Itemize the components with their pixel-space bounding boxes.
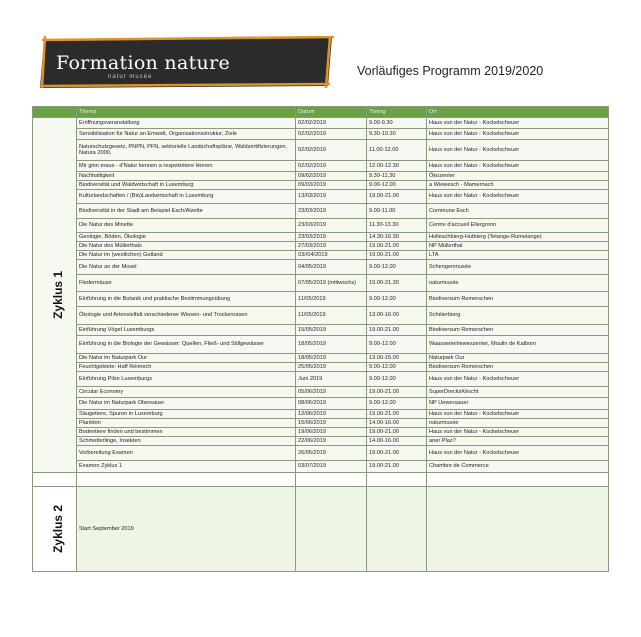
cell-timing: 13.00-16.00 bbox=[367, 307, 427, 325]
cell-datum: 09/03/2019 bbox=[296, 181, 367, 190]
formation-nature-logo bbox=[40, 36, 336, 88]
zyklus2-label: Zyklus 2 bbox=[51, 504, 66, 554]
cell-thema: Mir ginn eraus - d'Natur kennen a respektéiere léieren bbox=[77, 161, 296, 172]
cell-thema: Biodiversität und Waldwirtschaft in Luxemburg bbox=[77, 181, 296, 190]
cell-timing: 19.00-21.00 bbox=[367, 242, 427, 251]
cell-datum: 02/02/2019 bbox=[296, 129, 367, 140]
cell-datum: Juni 2019 bbox=[296, 372, 367, 387]
cell-timing: 9.00-12.00 bbox=[367, 372, 427, 387]
program-table bbox=[32, 106, 609, 572]
cell-datum: 27/03/2019 bbox=[296, 242, 367, 251]
cell-timing: 19.00-21.00 bbox=[367, 461, 427, 473]
cell-ort: a Wiewesch - Mamernach bbox=[427, 181, 609, 190]
cell-timing: 19.00-21.00 bbox=[367, 190, 427, 204]
cell-ort: Haus vun der Natur - Kockelscheuer bbox=[427, 446, 609, 461]
table-header-row bbox=[33, 107, 609, 118]
cell-ort: Centre d'accueil Ellergronn bbox=[427, 219, 609, 233]
cell-datum: 05/06/2019 bbox=[296, 387, 367, 398]
zyklus1-rows bbox=[33, 118, 609, 473]
cell-ort: Haus vun der Natur - Kockelscheuer bbox=[427, 410, 609, 419]
cell-datum: 11/05/2019 bbox=[296, 292, 367, 307]
cell-timing: 9.00-12.00 bbox=[367, 292, 427, 307]
cell-ort: Biodiversum Remerschen bbox=[427, 363, 609, 372]
cell-datum: 07/05/2019 (mittwochs) bbox=[296, 275, 367, 292]
header-datum: Datum bbox=[296, 107, 367, 118]
cell-timing: 12.00-12.30 bbox=[367, 161, 427, 172]
cell-timing: 9.00-12.00 bbox=[367, 363, 427, 372]
table-row bbox=[33, 419, 609, 428]
cell-thema: Eröffnungsveranstaltung bbox=[77, 118, 296, 129]
table-row bbox=[33, 190, 609, 204]
table-row bbox=[33, 325, 609, 336]
table-row bbox=[33, 354, 609, 363]
cell-datum: 22/06/2019 bbox=[296, 437, 367, 446]
table-row bbox=[33, 410, 609, 419]
cell-datum: 04/05/2019 bbox=[296, 260, 367, 275]
cell-ort: NP Müllerthal bbox=[427, 242, 609, 251]
cell-ort: naturmusée bbox=[427, 419, 609, 428]
zyklus2-cell bbox=[33, 487, 77, 572]
table-row bbox=[33, 161, 609, 172]
cell-datum: 26/06/2019 bbox=[296, 446, 367, 461]
table-row bbox=[33, 487, 609, 572]
table-row bbox=[33, 307, 609, 325]
cell-timing: 11.30-13.30 bbox=[367, 219, 427, 233]
table-row bbox=[33, 181, 609, 190]
cell-ort: Haus vun der Natur - Kockelscheuer bbox=[427, 428, 609, 437]
table-row bbox=[33, 242, 609, 251]
cell-ort: Commune Esch bbox=[427, 204, 609, 219]
cell-thema: Geologie, Böden, Ökologie bbox=[77, 233, 296, 242]
cell-ort: naturmusée bbox=[427, 275, 609, 292]
separator-row bbox=[33, 473, 609, 487]
cell-datum: 19/06/2019 bbox=[296, 428, 367, 437]
table-row bbox=[33, 129, 609, 140]
cell-datum: 03//04/2019 bbox=[296, 251, 367, 260]
cell-datum: 23/03/2019 bbox=[296, 233, 367, 242]
cell-ort: Haus vun der Natur - Kockelscheuer bbox=[427, 161, 609, 172]
cell-datum: 11/05/2019 bbox=[296, 307, 367, 325]
cell-thema: Ökologie und Artenvielfalt verschiedener Wiesen- und Trockenrasen bbox=[77, 307, 296, 325]
cell-thema: Bodentiere finden und bestimmen bbox=[77, 428, 296, 437]
logo-subtitle: natur musée bbox=[108, 74, 153, 80]
page-title: Vorläufiges Programm 2019/2020 bbox=[357, 64, 544, 78]
cell-thema: Vorbereitung Examen bbox=[77, 446, 296, 461]
cell-thema: Einführung in die Botanik und praktische Bestimmungsübung bbox=[77, 292, 296, 307]
cell-timing: 19.00-21.30 bbox=[367, 275, 427, 292]
cell-ort: Chambre de Commerce bbox=[427, 461, 609, 473]
cell-thema: Einführung Vögel Luxemburgs bbox=[77, 325, 296, 336]
cell-timing: 14.00-16.00 bbox=[367, 419, 427, 428]
cell-ort: SuperDrecksKëscht bbox=[427, 387, 609, 398]
table-row bbox=[33, 275, 609, 292]
cell-timing: 9.00-12.00 bbox=[367, 398, 427, 410]
table-row bbox=[33, 172, 609, 181]
cell-datum: 18/05/2019 bbox=[296, 354, 367, 363]
cell-thema: Einführung in die Biologie der Gewässer: Quellen, Fließ- und Stillgewässer bbox=[77, 336, 296, 354]
cell-ort: Waasserierlieweszenter, Moulin de Kalborn bbox=[427, 336, 609, 354]
table-row bbox=[33, 372, 609, 387]
cell-datum: 15/05/2019 bbox=[296, 325, 367, 336]
cell-timing: 9.00-12.00 bbox=[367, 181, 427, 190]
cell-datum: 02/02/2019 bbox=[296, 140, 367, 161]
cell-thema: Feuchtgebiete: Haff Réimech bbox=[77, 363, 296, 372]
cell-thema: Naturschutzgesetz, PNPN, PFN, sektorielle Landschaftspläne, Waldzertifizierungen, Natura 2000, bbox=[77, 140, 296, 161]
cell-thema: Sensibilisation für Natur an Emwelt, Organisationsstruktur, Ziele bbox=[77, 129, 296, 140]
cell-timing: 19.00-21.00 bbox=[367, 325, 427, 336]
cell-datum: 23/03/2019 bbox=[296, 204, 367, 219]
cell-thema: Biodiversität in der Stadt am Beispiel Esch/Alzette bbox=[77, 204, 296, 219]
zyklus2-rows bbox=[33, 473, 609, 572]
cell-thema: Die Natur des Müllerthals bbox=[77, 242, 296, 251]
table-row bbox=[33, 363, 609, 372]
cell-datum: 13/03/2019 bbox=[296, 190, 367, 204]
cell-ort: Haus vun der Natur - Kockelscheuer bbox=[427, 129, 609, 140]
cell-ort: Haus vun der Natur - Kockelscheuer bbox=[427, 118, 609, 129]
cell-timing: 19.00-21.00 bbox=[367, 387, 427, 398]
header-zyklus bbox=[33, 107, 77, 118]
cell-thema: Die Natur im Naturpark Obersauer bbox=[77, 398, 296, 410]
cell-ort: Biodiversum Remerschen bbox=[427, 292, 609, 307]
cell-ort: Haus vun der Natur - Kockelscheuer bbox=[427, 140, 609, 161]
cell-ort: Haus vun der Natur - Kockelscheuer bbox=[427, 190, 609, 204]
header-ort: Ort bbox=[427, 107, 609, 118]
table-row bbox=[33, 428, 609, 437]
cell-thema: Die Natur an der Mosel bbox=[77, 260, 296, 275]
table-row bbox=[33, 251, 609, 260]
cell-timing: 19.00-21.00 bbox=[367, 251, 427, 260]
table-row bbox=[33, 219, 609, 233]
cell-datum: 12/06/2019 bbox=[296, 410, 367, 419]
cell-datum: 02/02/2019 bbox=[296, 161, 367, 172]
cell-timing bbox=[367, 487, 427, 572]
cell-datum: 18/05/2019 bbox=[296, 336, 367, 354]
table-row bbox=[33, 118, 609, 129]
cell-timing: 9.30-11.30 bbox=[367, 172, 427, 181]
cell-thema: Einführung Pilze Luxemburgs bbox=[77, 372, 296, 387]
cell-thema: Die Natur im Naturpark Our bbox=[77, 354, 296, 363]
table-row bbox=[33, 461, 609, 473]
cell-datum bbox=[296, 487, 367, 572]
table-row bbox=[33, 437, 609, 446]
cell-ort: Ökozenter bbox=[427, 172, 609, 181]
table-row bbox=[33, 398, 609, 410]
cell-timing: 9.00-12.00 bbox=[367, 260, 427, 275]
cell-timing: 9.00-11.00 bbox=[367, 204, 427, 219]
table-row bbox=[33, 140, 609, 161]
cell-thema: Kulturlandschaften / (Bio)Landwirtschaft in Luxemburg bbox=[77, 190, 296, 204]
cell-thema: Fledermäuse bbox=[77, 275, 296, 292]
table-row bbox=[33, 260, 609, 275]
cell-timing: 19.00-21.00 bbox=[367, 428, 427, 437]
cell-ort: aner Plaz? bbox=[427, 437, 609, 446]
cell-thema: Plankton bbox=[77, 419, 296, 428]
cell-thema: Circular Economy bbox=[77, 387, 296, 398]
cell-ort: Naturpark Our bbox=[427, 354, 609, 363]
cell-datum: 15/06/2019 bbox=[296, 419, 367, 428]
table-row bbox=[33, 387, 609, 398]
zyklus1-label: Zyklus 1 bbox=[51, 270, 66, 320]
table-row bbox=[33, 446, 609, 461]
cell-thema: Säugetiere, Spuren in Luxemburg bbox=[77, 410, 296, 419]
logo-title: Formation nature bbox=[56, 52, 230, 74]
table-row bbox=[33, 336, 609, 354]
cell-timing: 13.00-15.00 bbox=[367, 354, 427, 363]
cell-ort: NP Uewersauer bbox=[427, 398, 609, 410]
zyklus1-cell bbox=[33, 118, 77, 473]
cell-thema: Nachhaltigkeit bbox=[77, 172, 296, 181]
cell-timing: 9.30-10.30 bbox=[367, 129, 427, 140]
cell-thema: Start September 2019 bbox=[77, 487, 296, 572]
cell-datum: 02/02/2019 bbox=[296, 118, 367, 129]
cell-ort: Holleschbierg-Hutbierg (Tetange-Rumelange) bbox=[427, 233, 609, 242]
cell-timing: 19.00-21.00 bbox=[367, 410, 427, 419]
cell-datum: 25/05/2019 bbox=[296, 363, 367, 372]
cell-timing: 9.00-9.30 bbox=[367, 118, 427, 129]
cell-timing: 19.00-21.00 bbox=[367, 446, 427, 461]
cell-ort: Schengenmusée bbox=[427, 260, 609, 275]
cell-ort bbox=[427, 487, 609, 572]
table-row bbox=[33, 292, 609, 307]
cell-timing: 11.00-12.00 bbox=[367, 140, 427, 161]
cell-datum: 23/03/2019 bbox=[296, 219, 367, 233]
table-row bbox=[33, 233, 609, 242]
cell-thema: Die Natur im (westlichen) Gutland bbox=[77, 251, 296, 260]
cell-ort: Biodiversum Remerschen bbox=[427, 325, 609, 336]
cell-thema: Schmetterlinge, Insekten bbox=[77, 437, 296, 446]
cell-ort: LTA bbox=[427, 251, 609, 260]
cell-ort: Haus vun der Natur - Kockelscheuer bbox=[427, 372, 609, 387]
header-thema: Thema bbox=[77, 107, 296, 118]
cell-datum: 08/06/2019 bbox=[296, 398, 367, 410]
cell-thema: Die Natur des Minette bbox=[77, 219, 296, 233]
cell-timing: 14.00-16.00 bbox=[367, 437, 427, 446]
cell-timing: 9.00-12.00 bbox=[367, 336, 427, 354]
cell-thema: Examen Zyklus 1 bbox=[77, 461, 296, 473]
header-timing: Timing bbox=[367, 107, 427, 118]
table-row bbox=[33, 204, 609, 219]
cell-datum: 03/07/2019 bbox=[296, 461, 367, 473]
cell-ort: Schéierbierg bbox=[427, 307, 609, 325]
cell-timing: 14.30-16.30 bbox=[367, 233, 427, 242]
cell-datum: 09/02/2019 bbox=[296, 172, 367, 181]
